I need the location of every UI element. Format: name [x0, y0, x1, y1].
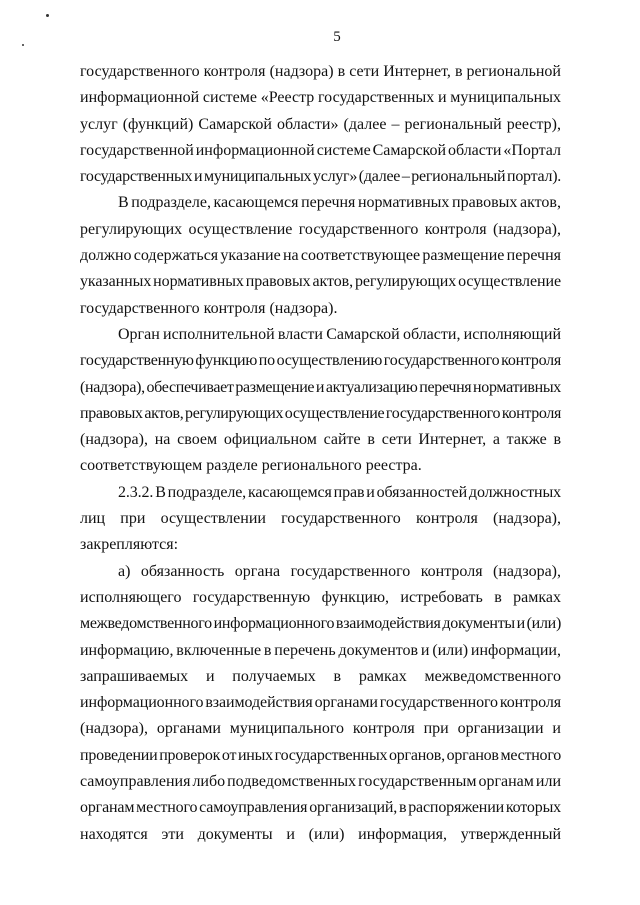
text-line-row: [80, 85, 561, 111]
text-line-row: [80, 427, 561, 453]
text-line-row: [80, 480, 561, 506]
text-line-row: [80, 243, 561, 269]
text-line: закрепляются:: [80, 536, 179, 554]
text-line: информационной системе «Реестр государственных и муниципальных: [80, 89, 561, 107]
text-line: государственных и муниципальных услуг» (далее – региональный портал).: [80, 168, 561, 186]
text-line-row: [80, 664, 561, 690]
text-line: государственного контроля (надзора).: [80, 299, 338, 317]
text-line: соответствующем разделе регионального реестра.: [80, 457, 422, 475]
paragraph: [80, 59, 561, 190]
paragraph: [80, 322, 561, 480]
text-line: органам местного самоуправления организаций, в распоряжении которых: [80, 799, 561, 817]
text-line-row: [80, 743, 561, 769]
text-line: информационного взаимодействия органами государственного контроля: [80, 694, 561, 712]
paragraph: [80, 480, 561, 559]
text-line: находятся эти документы и (или) информация, утвержденный: [80, 825, 561, 843]
text-line: (надзора), обеспечивает размещение и актуализацию перечня нормативных: [80, 378, 561, 396]
text-line-row: [80, 585, 561, 611]
text-line-row: [80, 190, 561, 216]
text-line: межведомственного информационного взаимодействия документы и (или): [80, 615, 562, 633]
text-line-row: [80, 559, 561, 585]
text-line: а) обязанность органа государственного контроля (надзора),: [118, 562, 561, 580]
text-line-row: [80, 296, 561, 322]
text-line: самоуправления либо подведомственных государственным органам или: [80, 773, 561, 791]
text-line-row: [80, 638, 561, 664]
text-line-row: [80, 112, 561, 138]
text-line: В подразделе, касающемся перечня нормативных правовых актов,: [118, 194, 561, 212]
text-line: (надзора), на своем официальном сайте в сети Интернет, а также в: [80, 431, 561, 449]
text-line: (надзора), органами муниципального контроля при организации и: [80, 720, 561, 738]
text-line: услуг (функций) Самарской области» (далее – региональный реестр),: [80, 115, 561, 133]
text-line-row: [80, 769, 561, 795]
text-line-row: [80, 217, 561, 243]
text-line: должно содержаться указание на соответствующее размещение перечня: [80, 247, 561, 265]
text-line-row: [80, 611, 561, 637]
text-line: лиц при осуществлении государственного контроля (надзора),: [80, 510, 561, 528]
document-body: [80, 59, 561, 848]
paragraph: [80, 190, 561, 321]
scan-speck: [46, 14, 49, 17]
text-line: проведении проверок от иных государственных органов, органов местного: [80, 746, 562, 764]
text-line: Орган исполнительной власти Самарской области, исполняющий: [118, 325, 561, 343]
text-line-row: [80, 453, 561, 479]
page-number: 5: [333, 29, 341, 45]
text-line: правовых актов, регулирующих осуществление государственного контроля: [80, 404, 561, 422]
text-line-row: [80, 506, 561, 532]
text-line: информацию, включенные в перечень документов и (или) информации,: [80, 641, 561, 659]
text-line: запрашиваемых и получаемых в рамках межведомственного: [80, 667, 561, 685]
text-line: государственной информационной системе Самарской области «Портал: [80, 141, 561, 159]
text-line: государственного контроля (надзора) в сети Интернет, в региональной: [80, 63, 561, 80]
text-line: регулирующих осуществление государственного контроля (надзора),: [80, 220, 561, 238]
text-line: исполняющего государственную функцию, истребовать в рамках: [80, 588, 561, 606]
text-line-row: [80, 716, 561, 742]
text-line-row: [80, 690, 561, 716]
text-line-row: [80, 822, 561, 848]
text-line-row: [80, 269, 561, 295]
text-line-row: [80, 59, 561, 85]
text-line: указанных нормативных правовых актов, регулирующих осуществление: [80, 273, 561, 291]
text-line-row: [80, 375, 561, 401]
text-line-row: [80, 138, 561, 164]
text-line-row: [80, 795, 561, 821]
text-line-row: [80, 322, 561, 348]
text-line: государственную функцию по осуществлению государственного контроля: [80, 352, 561, 370]
paragraph: [80, 559, 561, 848]
text-line: 2.3.2. В подразделе, касающемся прав и обязанностей должностных: [118, 483, 561, 501]
text-line-row: [80, 348, 561, 374]
text-line-row: [80, 401, 561, 427]
text-line-row: [80, 164, 561, 190]
text-line-row: [80, 532, 561, 558]
